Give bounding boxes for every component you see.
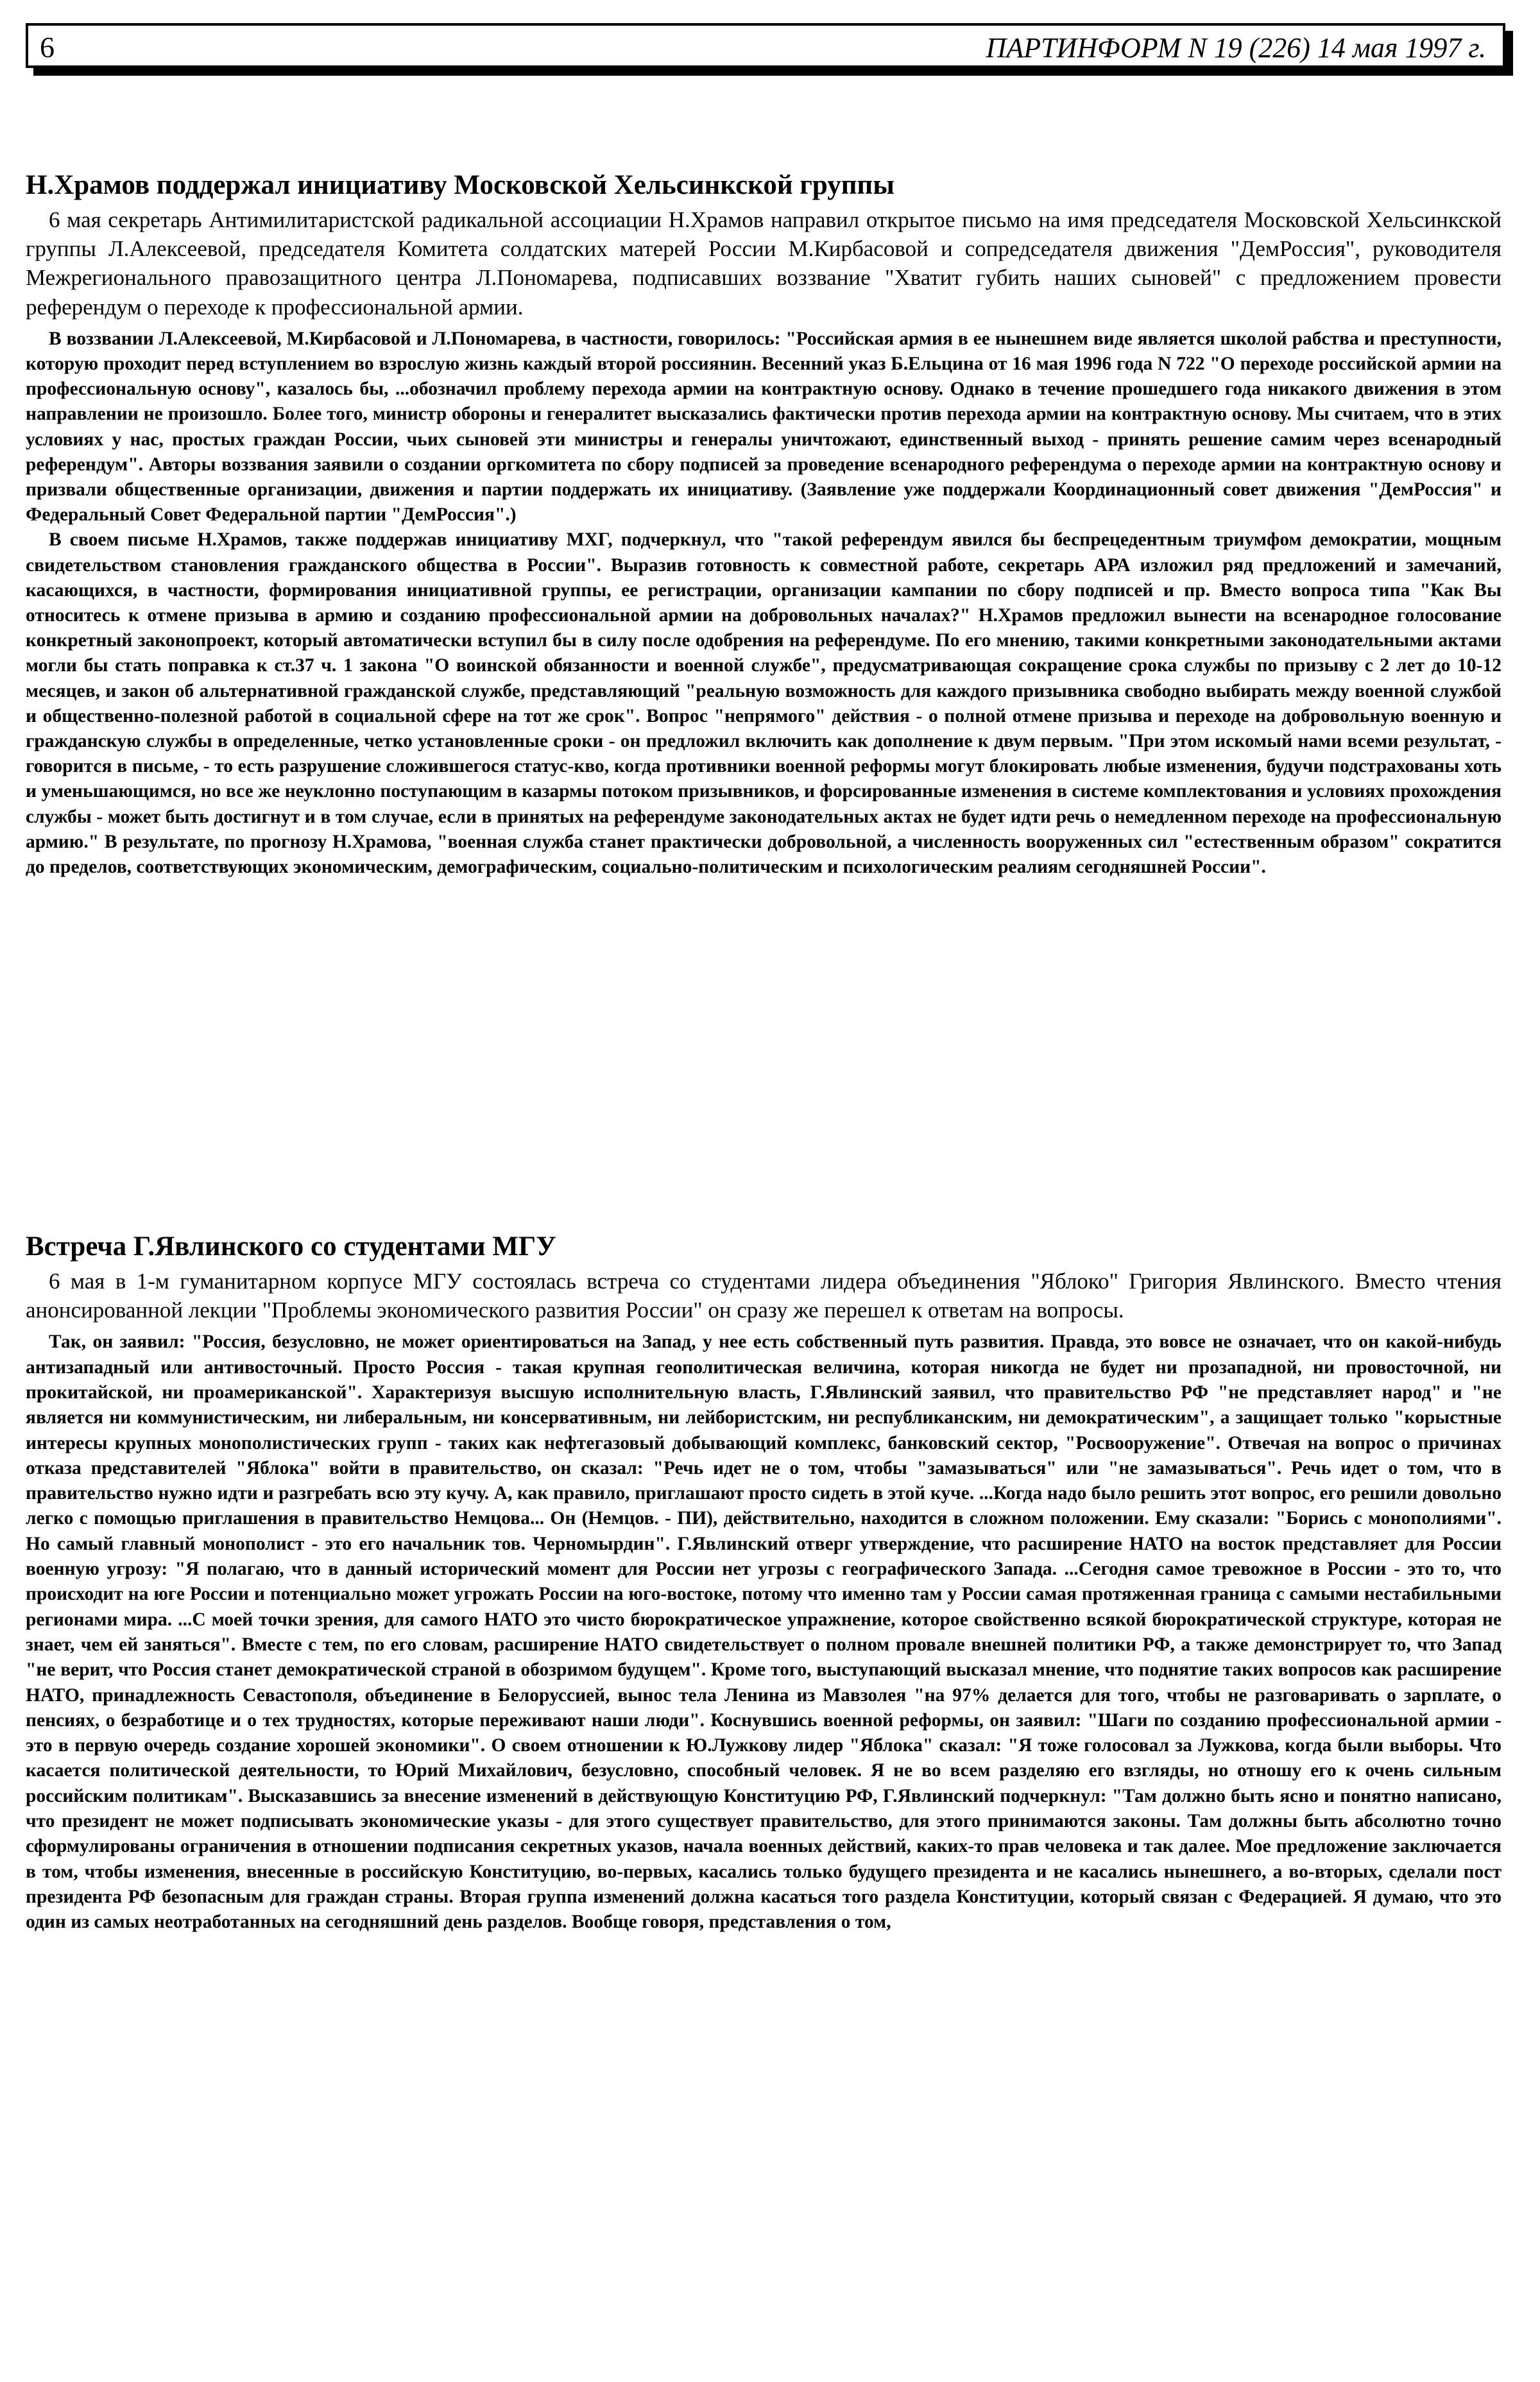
article-title: Н.Храмов поддержал инициативу Московской Хельсинкской группы	[26, 170, 894, 200]
issue-line: ПАРТИНФОРМ N 19 (226) 14 мая 1997 г.	[986, 32, 1486, 64]
page-number: 6	[40, 31, 55, 64]
article-yavlinsky	[26, 1230, 1502, 1935]
article-lead: 6 мая в 1-м гуманитарном корпусе МГУ состоялась встреча со студентами лидера объединения "Яблоко" Григория Явлинского. Вместо чтения анонсированной лекции "Проблемы экономического развития России" он сразу же перешел к ответам на вопросы.	[26, 1269, 1502, 1323]
page-header	[26, 23, 1505, 68]
article-lead: 6 мая секретарь Антимилитаристской радикальной ассоциации Н.Храмов направил открытое письмо на имя председателя Московской Хельсинкской группы Л.Алексеевой, председателя Комитета солдатских матерей России М.Кирбасовой и сопредседателя движения "ДемРоссия", руководителя Межрегионального правозащитного центра Л.Пономарева, подписавших воззвание "Хватит губить наших сыновей" с предложением провести референдум о переходе к профессиональной армии.	[26, 207, 1502, 320]
article-title: Встреча Г.Явлинского со студентами МГУ	[26, 1231, 556, 1262]
newspaper-page	[26, 23, 1505, 2359]
article-paragraph: В воззвании Л.Алексеевой, М.Кирбасовой и Л.Пономарева, в частности, говорилось: "Российская армия в ее нынешнем виде является школой рабства и преступности, которую проходит перед вступлением во взрослую жизнь каждый второй россиянин. Весенний указ Б.Ельцина от 16 мая 1996 года N 722 "О переходе российской армии на профессиональную основу", казалось бы, ...обозначил проблему перехода армии на контрактную основу. Однако в течение прошедшего года никакого движения в этом направлении не произошло. Более того, министр обороны и генералитет высказались фактически против перехода армии на контрактную основу. Мы считаем, что в этих условиях у нас, простых граждан России, чьих сыновей эти министры и генералы уничтожают, единственный выход - принять решение самим через всенародный референдум". Авторы воззвания заявили о создании оргкомитета по сбору подписей за проведение всенародного референдума о переходе армии на контрактную основу и призвали общественные организации, движения и партии поддержать их инициативу. (Заявление уже поддержали Координационный совет движения "ДемРоссия" и Федеральный Совет Федеральной партии "ДемРоссия".)	[26, 328, 1502, 526]
article-paragraph: Так, он заявил: "Россия, безусловно, не может ориентироваться на Запад, у нее есть собственный путь развития. Правда, это вовсе не означает, что он какой-нибудь антизападный или антивосточный. Просто Россия - такая крупная геополитическая величина, которая никогда не будет ни прозападной, ни провосточной, ни прокитайской, ни проамериканской". Характеризуя высшую исполнительную власть, Г.Явлинский заявил, что правительство РФ "не представляет народ" и "не является ни коммунистическим, ни либеральным, ни консервативным, ни лейбористским, ни республиканским, ни демократическим", а защищает только "корыстные интересы крупных монополистических групп - таких как нефтегазовый добывающий комплекс, банковский сектор, "Росвооружение". Отвечая на вопрос о причинах отказа представителей "Яблока" войти в правительство, он сказал: "Речь идет не о том, чтобы "замазываться" или "не замазываться". Речь идет о том, что в правительство нужно идти и разгребать всю эту кучу. А, как правило, приглашают просто сидеть в этой куче. ...Когда надо было решить этот вопрос, его решили довольно легко с помощью приглашения в правительство Немцова... Он (Немцов. - ПИ), действительно, находится в сложном положении. Ему сказали: "Борись с монополиями". Но самый главный монополист - это его начальник тов. Черномырдин". Г.Явлинский отверг утверждение, что расширение НАТО на восток представляет для России военную угрозу: "Я полагаю, что в данный исторический момент для России нет угрозы с географического Запада. ...Сегодня самое тревожное в России - это то, что происходит на юге России и потенциально может угрожать России на юго-востоке, потому что именно там у России самая протяженная граница с самыми нестабильными регионами мира. ...С моей точки зрения, для самого НАТО это чисто бюрократическое упражнение, которое свойственно всякой бюрократической структуре, которая не знает, чем ей заняться". Вместе с тем, по его словам, расширение НАТО свидетельствует о полном провале внешней политики РФ, а также демонстрирует то, что Запад "не верит, что Россия станет демократической страной в обозримом будущем". Кроме того, выступающий высказал мнение, что поднятие таких вопросов как расширение НАТО, принадлежность Севастополя, объединение в Белоруссией, вынос тела Ленина из Мавзолея "на 97% делается для того, чтобы не разговаривать о зарплате, о пенсиях, о безработице и о тех трудностях, которые переживают наши люди". Коснувшись военной реформы, он заявил: "Шаги по созданию профессиональной армии - это в первую очередь создание хорошей экономики". О своем отношении к Ю.Лужкову лидер "Яблока" сказал: "Я тоже голосовал за Лужкова, когда были выборы. Что касается политической деятельности, то Юрий Михайлович, безусловно, способный человек. Я не во всем разделяю его взгляды, но отношу его к очень сильным российским политикам". Высказавшись за внесение изменений в действующую Конституцию РФ, Г.Явлинский подчеркнул: "Там должно быть ясно и понятно написано, что президент не может подписывать экономические указы - для этого существует правительство, для этого принимаются законы. Там должны быть абсолютно точно сформулированы ограничения в отношении подписания секретных указов, начала военных действий, каких-то прав человека и так далее. Мое предложение заключается в том, чтобы изменения, внесенные в российскую Конституцию, во-первых, касались только будущего президента и не касались нынешнего, а во-вторых, сделали пост президента РФ безопасным для граждан страны. Вторая группа изменений должна касаться того раздела Конституции, который связан с Федерацией. Я думаю, что это один из самых неотработанных на сегодняшний день разделов. Вообще говоря, представления о том,	[26, 1332, 1502, 1933]
article-paragraph: В своем письме Н.Храмов, также поддержав инициативу МХГ, подчеркнул, что "такой референдум явился бы беспрецедентным триумфом демократии, мощным свидетельством становления гражданского общества в России". Выразив готовность к совместной работе, секретарь АРА изложил ряд предложений и замечаний, касающихся, в частности, формирования инициативной группы, ее регистрации, организации кампании по сбору подписей и пр. Вместо вопроса типа "Как Вы относитесь к отмене призыва в армию и созданию профессиональной армии на добровольных началах?" Н.Храмов предложил вынести на всенародное голосование конкретный законопроект, который автоматически вступил бы в силу после одобрения на референдуме. По его мнению, такими конкретными законодательными актами могли бы стать поправка к ст.37 ч. 1 закона "О воинской обязанности и военной службе", предусматривающая сокращение срока службы по призыву с 2 лет до 10-12 месяцев, и закон об альтернативной гражданской службе, представляющий "реальную возможность для каждого призывника свободно выбирать между военной службой и общественно-полезной работой в социальной сфере на тот же срок". Вопрос "непрямого" действия - о полной отмене призыва и переходе на добровольную военную и гражданскую службы в определенные, четко установленные сроки - он предложил включить как дополнение к двум первым. "При этом искомый нами всеми результат, - говорится в письме, - то есть разрушение сложившегося статус-кво, когда противники военной реформы могут блокировать любые изменения, будучи подстрахованы хоть и уменьшающимся, но все же неуклонно поступающим в казармы потоком призывников, и форсированные изменения в системе комплектования и условиях прохождения службы - может быть достигнут и в том случае, если в принятых на референдуме законодательных актах не будет идти речь о немедленном переходе на профессиональную армию." В результате, по прогнозу Н.Храмова, "военная служба станет практически добровольной, а численность вооруженных сил "естественным образом" сократится до пределов, соответствующих экономическим, демографическим, социально-политическим и психологическим реалиям сегодняшней России".	[26, 529, 1502, 878]
article-khramov	[26, 168, 1502, 880]
